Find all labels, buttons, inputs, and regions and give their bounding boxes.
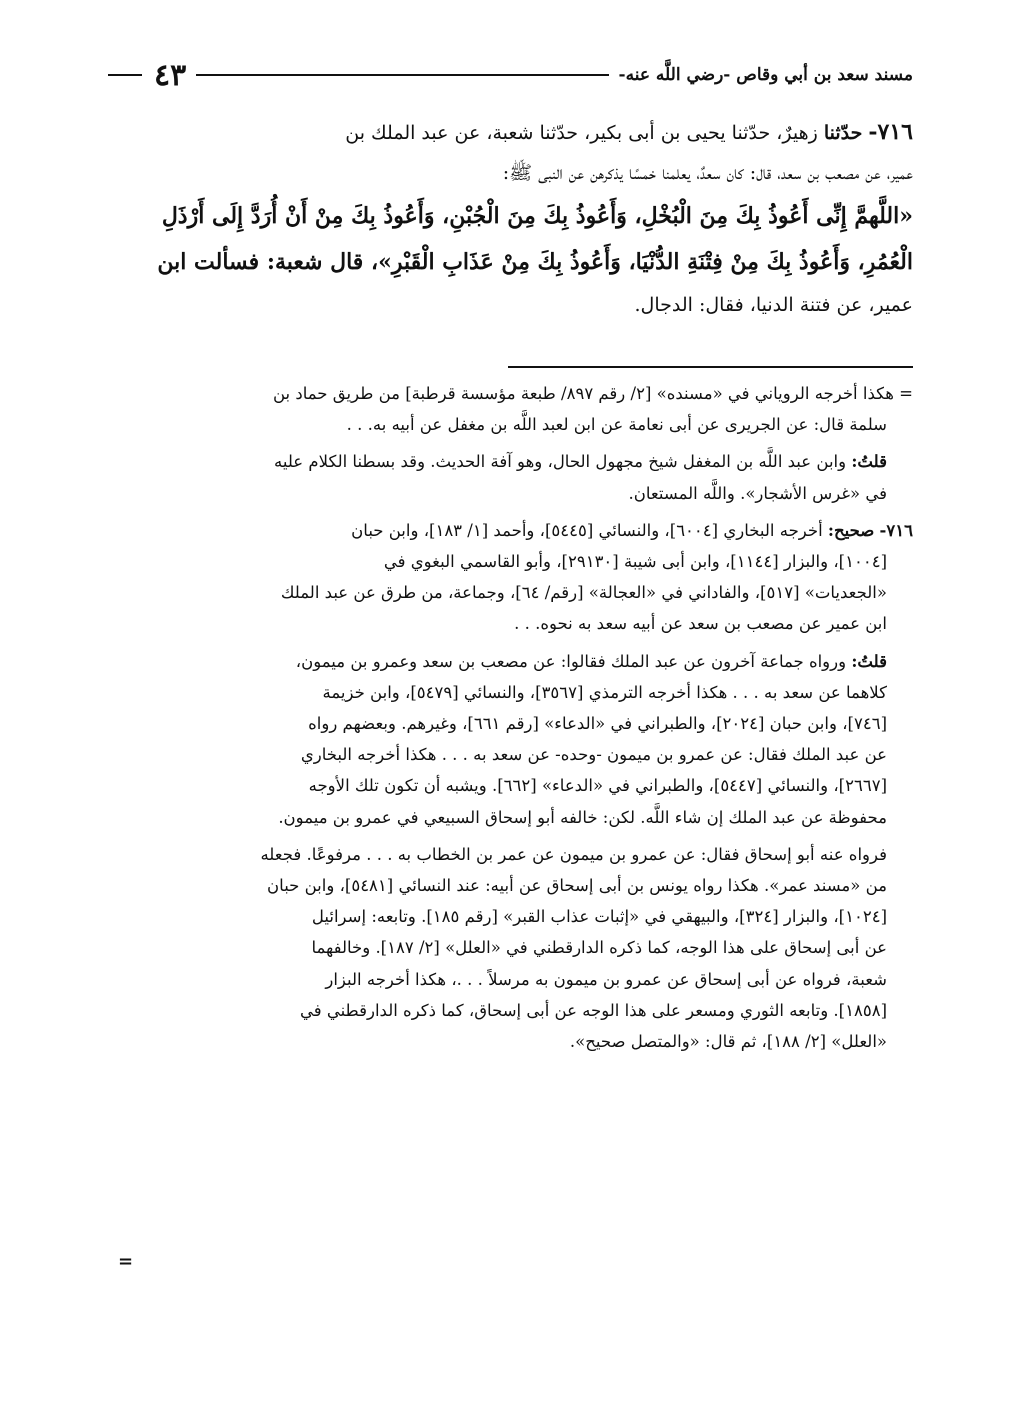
qultu-label: قلتُ: [851, 452, 887, 472]
footnote-separator [508, 366, 913, 368]
footnote-line: محفوظة عن عبد الملك إن شاء اللَّه. لكن: خالفه أبو إسحاق السبيعي في عمرو بن ميمون. [278, 807, 887, 827]
footnote-line: ابن عمير عن مصعب بن سعد عن أبيه سعد به نحوه. . . [514, 614, 887, 634]
footnote-line: [٧٤٦]، وابن حبان [٢٠٢٤]، والطبراني في «الدعاء» [رقم ٦٦١]، وغيرهم. وبعضهم رواه [308, 714, 887, 734]
footnote-line: عن عبد الملك فقال: عن عمرو بن ميمون -وحده- عن سعد به . . . هكذا أخرجه البخاري [300, 745, 887, 765]
footnote-line: [٢٦٦٧]، والنسائي [٥٤٤٧]، والطبراني في «الدعاء» [٦٦٢]. ويشبه أن تكون تلك الأوجه [308, 776, 887, 796]
footnote-line: شعبة، فرواه عن أبى إسحاق عن عمرو بن ميمون به مرسلاً . . .، هكذا أخرجه البزار [325, 969, 887, 989]
footnote-paragraph [108, 839, 913, 1057]
footnote-line: [١٠٠٤]، والبزار [١١٤٤]، وابن أبى شيبة [٢٩١٣٠]، وأبو القاسمي البغوي في [383, 552, 887, 572]
footnote-line: كلاهما عن سعد به . . . هكذا أخرجه الترمذي [٣٥٦٧]، والنسائي [٥٤٧٩]، وابن خزيمة [322, 682, 887, 702]
hadith-line: عمير، عن فتنة الدنيا، فقال: الدجال. [634, 294, 913, 316]
footnote-continued [108, 378, 913, 440]
header-tail-rule [108, 74, 142, 76]
footnote-line: = هكذا أخرجه الروياني في «مسنده» [٢/ رقم ٨٩٧/ طبعة مؤسسة قرطبة] من طريق حماد بن [273, 384, 913, 403]
hadith-text [108, 112, 913, 325]
footnote-comment [108, 646, 913, 833]
footnote-line: [١٨٥٨]. وتابعه الثوري ومسعر على هذا الوجه عن أبى إسحاق، كما ذكره الدارقطني في [299, 1000, 887, 1020]
footnote-716 [108, 515, 913, 640]
dua-line: «اللَّهمَّ إِنِّى أَعُوذُ بِكَ مِنَ الْبُخْلِ، وَأَعُوذُ بِكَ مِنَ الْجُبْنِ، وَأَعُوذُ بِكَ مِنْ أَنْ أُرَدَّ إِلَى أَرْذَلِ [161, 203, 913, 229]
grade-label: صحيح: [827, 520, 875, 540]
running-title: مسند سعد بن أبي وقاص -رضي اللَّه عنه- [618, 65, 913, 85]
narration-verb: حدّثنا [823, 122, 863, 144]
footnote-line [108, 646, 887, 677]
footnote-line: فرواه عنه أبو إسحاق فقال: عن عمرو بن ميمون عن عمر بن الخطاب به . . . مرفوعًا. فجعله [260, 844, 887, 864]
qultu-label: قلتُ: [851, 651, 887, 671]
continuation-mark: = [118, 1251, 134, 1272]
hadith-line-text: زهيرٌ، حدّثنا يحيى بن أبى بكير، حدّثنا شعبة، عن عبد الملك بن [345, 122, 818, 144]
footnote-line: من «مسند عمر». هكذا رواه يونس بن أبى إسحاق عن أبيه: عند النسائي [٥٤٨١]، وابن حبان [267, 876, 887, 896]
footnote-line: «العلل» [٢/ ١٨٨]، ثم قال: «والمتصل صحيح». [569, 1032, 887, 1052]
footnotes [108, 378, 913, 1063]
hadith-line: عمير، عن مصعب بن سعد، قال: كان سعدٌ، يعلمنا خمسًا يذكرهن عن النبى ﷺ: [502, 162, 913, 184]
footnote-line: «الجعديات» [٥١٧]، والفاداني في «العجالة» [رقم/ ٦٤]، وجماعة، من طرق عن عبد الملك [280, 583, 887, 603]
footnote-line: عن أبى إسحاق على هذا الوجه، كما ذكره الدارقطني في «العلل» [٢/ ١٨٧]. وخالفهما [311, 938, 887, 958]
footnote-line-text: وابن عبد اللَّه بن المغفل شيخ مجهول الحال، وهو آفة الحديث. وقد بسطنا الكلام عليه [274, 452, 847, 472]
hadith-number: ٧١٦- [868, 119, 913, 145]
footnote-line: سلمة قال: عن الجريرى عن أبى نعامة عن ابن لعبد اللَّه بن مغفل عن أبيه به. . . [346, 415, 887, 435]
page-number: ٤٣ [154, 57, 187, 93]
footnote-number: ٧١٦- [879, 520, 913, 540]
footnote-line-text: ورواه جماعة آخرون عن عبد الملك فقالوا: عن مصعب بن سعد وعمرو بن ميمون، [295, 651, 847, 671]
dua-line: الْعُمُرِ، وَأَعُوذُ بِكَ مِنْ فِتْنَةِ الدُّنْيَا، وَأَعُوذُ بِكَ مِنْ عَذَابِ الْقَبْرِ»، قال شعبة: فسألت ابن [157, 249, 913, 275]
page-header [108, 58, 913, 92]
footnote-line [108, 446, 887, 477]
footnote-line: [١٠٢٤]، والبزار [٣٢٤]، والبيهقي في «إثبات عذاب القبر» [رقم ١٨٥]. وتابعه: إسرائيل [311, 907, 887, 927]
footnote-comment [108, 446, 913, 508]
hadith-line [108, 112, 913, 153]
footnote-line-text: أخرجه البخاري [٦٠٠٤]، والنسائي [٥٤٤٥]، وأحمد [١/ ١٨٣]، وابن حبان [351, 520, 823, 540]
header-rule [196, 74, 608, 76]
footnote-line: في «غرس الأشجار». واللَّه المستعان. [628, 483, 887, 503]
footnote-line [108, 515, 913, 546]
